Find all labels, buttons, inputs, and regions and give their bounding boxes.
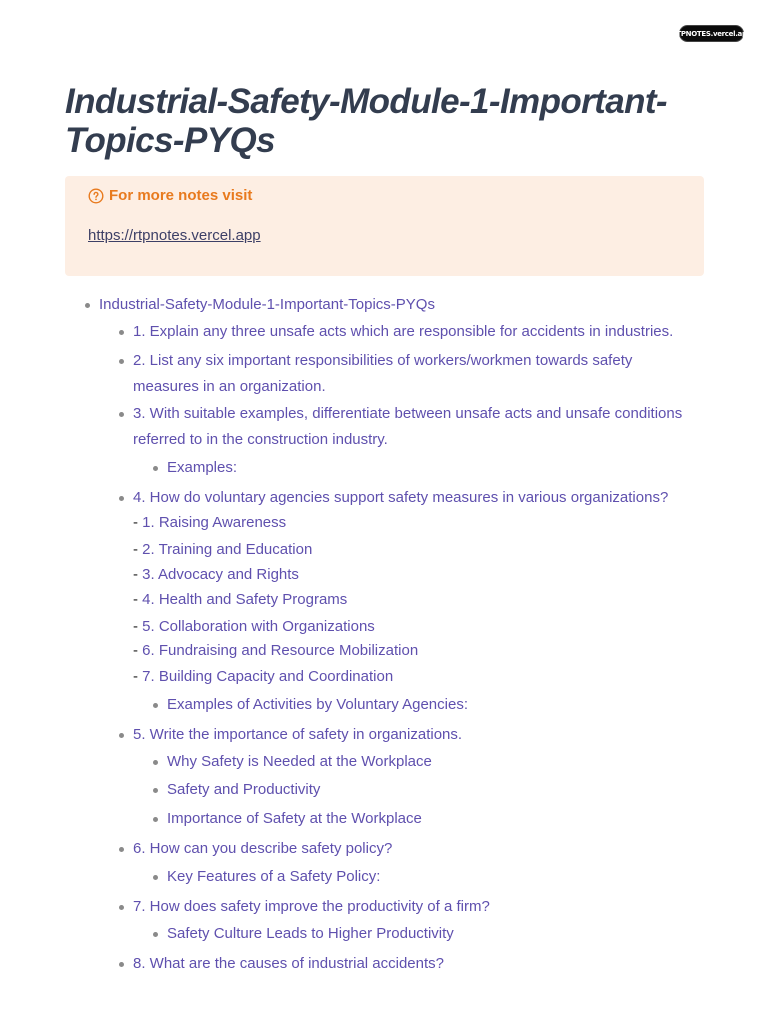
toc-link-root[interactable]: Industrial-Safety-Module-1-Important-Topics-PYQs — [99, 296, 435, 313]
callout-heading — [88, 187, 252, 204]
toc-item-q1 — [133, 319, 673, 345]
toc-link-q5-sub2[interactable]: Safety and Productivity — [167, 781, 321, 798]
toc-dash-item: - 7. Building Capacity and Coordination — [133, 668, 394, 685]
toc-link-q1[interactable]: 1. Explain any three unsafe acts which are responsible for accidents in industries. — [133, 323, 674, 340]
toc-subitem-q7 — [167, 921, 454, 947]
toc-link-q4-6[interactable]: 6. Fundraising and Resource Mobilization — [142, 642, 419, 659]
toc-link-q4-5[interactable]: 5. Collaboration with Organizations — [142, 618, 375, 635]
bullet — [119, 359, 124, 364]
toc-dash-item: - 2. Training and Education — [133, 541, 313, 558]
toc-dash-item: - 3. Advocacy and Rights — [133, 566, 299, 583]
toc-item-q4 — [133, 485, 668, 511]
toc-link-q4-7[interactable]: 7. Building Capacity and Coordination — [142, 668, 394, 685]
rtpnotes-link[interactable]: https://rtpnotes.vercel.app — [88, 227, 261, 244]
bullet — [119, 847, 124, 852]
site-badge[interactable]: RTPNOTES.vercel.app — [679, 25, 744, 42]
toc-dash-item: - 4. Health and Safety Programs — [133, 591, 348, 608]
bullet — [153, 760, 158, 765]
toc-link-q4-examples[interactable]: Examples of Activities by Voluntary Agencies: — [167, 696, 468, 713]
toc-subitem-q4-examples — [167, 692, 468, 718]
toc-link-q2[interactable]: 2. List any six important responsibilities of workers/workmen towards safety measures in an organization. — [133, 352, 633, 395]
bullet — [153, 932, 158, 937]
toc-link-q8[interactable]: 8. What are the causes of industrial accidents? — [133, 955, 445, 972]
toc-item-q2 — [133, 348, 632, 400]
toc-subitem-q5 — [167, 777, 320, 803]
toc-link-q4-4[interactable]: 4. Health and Safety Programs — [142, 591, 348, 608]
bullet — [153, 466, 158, 471]
toc-link-q5[interactable]: 5. Write the importance of safety in organizations. — [133, 726, 463, 743]
bullet — [153, 788, 158, 793]
bullet — [119, 412, 124, 417]
toc-link-q5-sub3[interactable]: Importance of Safety at the Workplace — [167, 810, 422, 827]
bullet — [119, 905, 124, 910]
toc-item-q7 — [133, 894, 490, 920]
callout-heading-text: For more notes visit — [109, 187, 253, 204]
toc-subitem-q5 — [167, 806, 422, 832]
toc-dash-item: - 5. Collaboration with Organizations — [133, 618, 375, 635]
bullet — [119, 496, 124, 501]
page-title: Industrial-Safety-Module-1-Important-Topics-PYQs — [65, 82, 667, 160]
toc-item-q3 — [133, 401, 682, 453]
toc-subitem-q5 — [167, 749, 432, 775]
bullet — [119, 733, 124, 738]
toc-dash-item: - 1. Raising Awareness — [133, 514, 287, 531]
bullet — [153, 875, 158, 880]
toc-dash-item: - 6. Fundraising and Resource Mobilization — [133, 642, 419, 659]
question-circle-icon — [88, 188, 104, 204]
toc-item-q5 — [133, 722, 462, 748]
toc-link-q4-2[interactable]: 2. Training and Education — [142, 541, 313, 558]
toc-root-item — [99, 292, 435, 318]
toc-link-q5-sub1[interactable]: Why Safety is Needed at the Workplace — [167, 753, 432, 770]
toc-item-q8 — [133, 951, 444, 977]
bullet — [119, 962, 124, 967]
toc-link-q3-examples[interactable]: Examples: — [167, 459, 238, 476]
toc-link-q4-3[interactable]: 3. Advocacy and Rights — [142, 566, 299, 583]
toc-link-q4[interactable]: 4. How do voluntary agencies support safety measures in various organizations? — [133, 489, 669, 506]
toc-link-q6[interactable]: 6. How can you describe safety policy? — [133, 840, 393, 857]
bullet — [153, 817, 158, 822]
toc-link-q6-sub1[interactable]: Key Features of a Safety Policy: — [167, 868, 381, 885]
bullet — [153, 703, 158, 708]
toc-item-q6 — [133, 836, 392, 862]
toc-link-q7[interactable]: 7. How does safety improve the productivity of a firm? — [133, 898, 490, 915]
toc-subitem-q6 — [167, 864, 380, 890]
toc-link-q3[interactable]: 3. With suitable examples, differentiate between unsafe acts and unsafe conditions referred to in the construction industry. — [133, 405, 683, 448]
bullet — [119, 330, 124, 335]
toc-link-q4-1[interactable]: 1. Raising Awareness — [142, 514, 287, 531]
toc-link-q7-sub1[interactable]: Safety Culture Leads to Higher Productivity — [167, 925, 454, 942]
toc-subitem-q3-examples — [167, 455, 237, 481]
bullet — [85, 303, 90, 308]
